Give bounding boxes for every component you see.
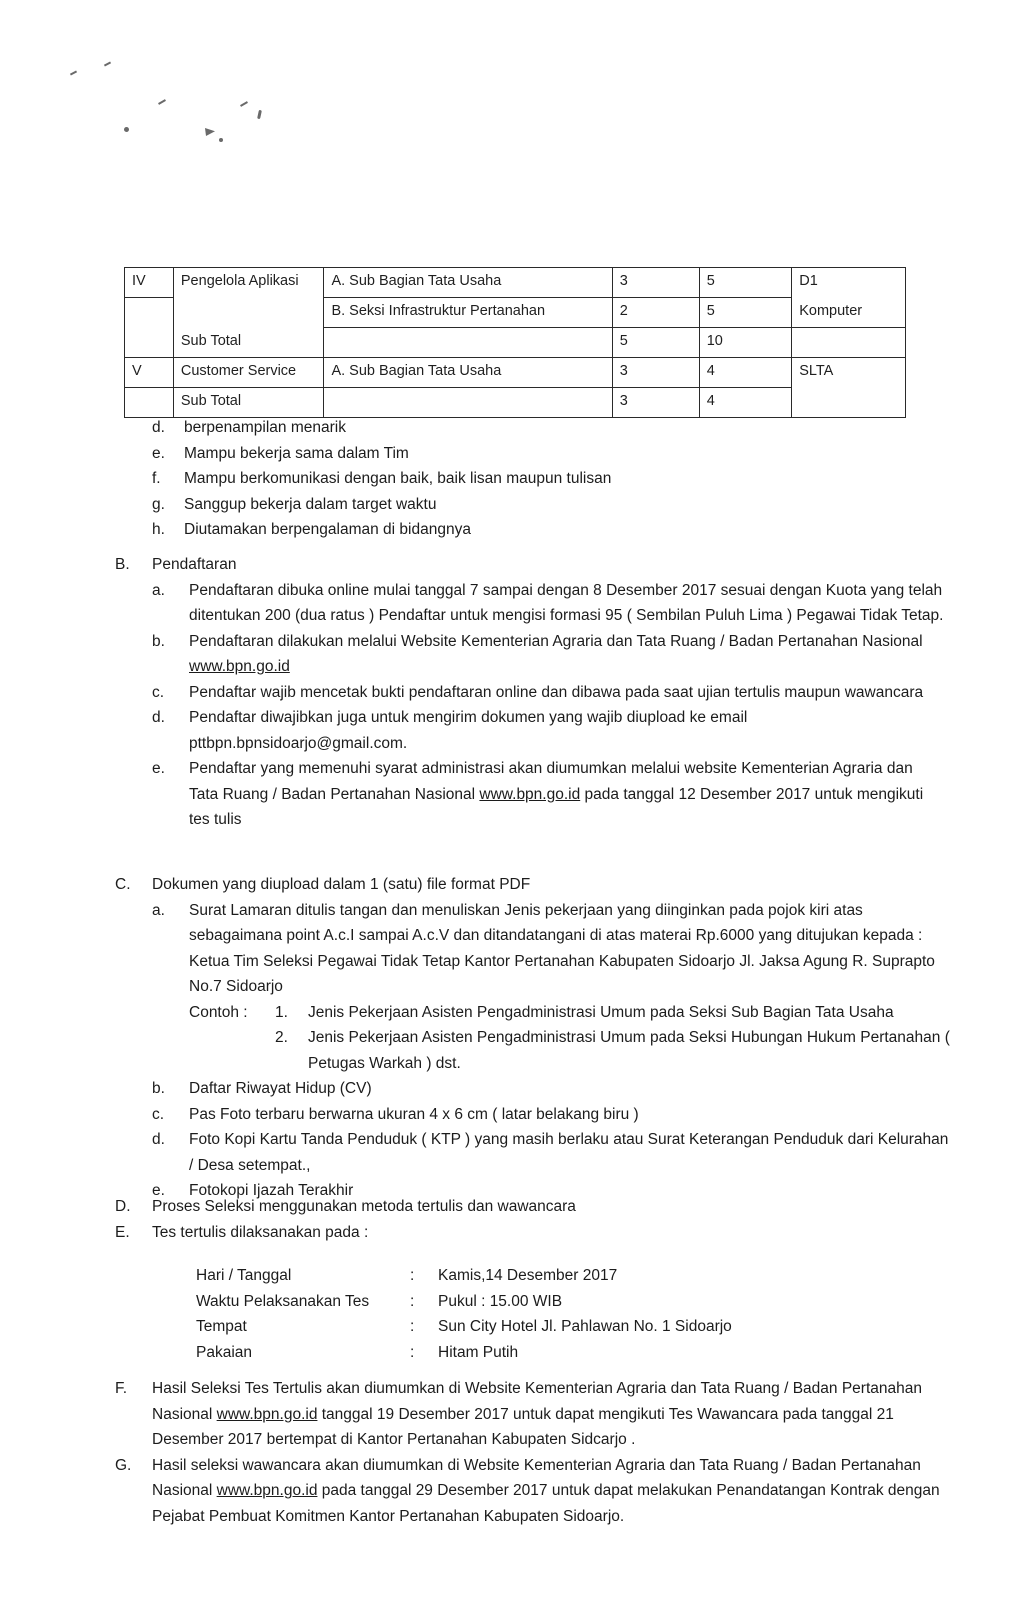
list-item (152, 1102, 955, 1128)
scan-artifact-mark (257, 110, 262, 119)
list-text: Daftar Riwayat Hidup (CV) (189, 1080, 372, 1097)
cell-number-2: 5 (699, 268, 792, 298)
cell-position: Customer Service (173, 358, 324, 388)
text-after: pada tanggal 29 Desember 2017 untuk dapat melakukan Penandatangan Kontrak dengan Pejabat Pembuat Komitmen Kantor Pertanahan Kabupaten Sidoarjo. (152, 1482, 940, 1525)
list-item (152, 578, 945, 629)
list-item (152, 492, 952, 518)
cell-roman: V (125, 358, 174, 388)
list-item (152, 705, 945, 756)
detail-separator: : (410, 1343, 415, 1361)
detail-row (196, 1340, 732, 1366)
text-before: Pendaftar yang memenuhi syarat administrasi akan diumumkan melalui website Kementerian Agraria dan Tata Ruang / Badan Pertanahan Nasional (189, 760, 913, 803)
criteria-list (152, 415, 952, 543)
detail-value: Hitam Putih (438, 1343, 519, 1361)
cell-number-2: 4 (699, 388, 792, 418)
detail-key: Waktu Pelaksanakan Tes (196, 1292, 370, 1310)
list-item (152, 629, 945, 680)
example-block (189, 1000, 955, 1077)
section-marker: E. (115, 1223, 130, 1241)
cell-position (173, 298, 324, 328)
list-marker: d. (152, 709, 165, 726)
section-d-heading (115, 1194, 945, 1220)
section-fg (115, 1376, 955, 1529)
cell-number-2: 5 (699, 298, 792, 328)
example-item (189, 1025, 955, 1076)
detail-value: Pukul : 15.00 WIB (438, 1292, 563, 1310)
detail-row (196, 1263, 732, 1289)
detail-key: Pakaian (196, 1343, 253, 1361)
cell-roman (125, 388, 174, 418)
detail-separator: : (410, 1318, 415, 1335)
cell-number-1: 2 (612, 298, 699, 328)
cell-number-1: 3 (612, 388, 699, 418)
section-title: Tes tertulis dilaksanakan pada : (152, 1223, 369, 1241)
detail-key: Tempat (196, 1318, 247, 1335)
cell-unit: A. Sub Bagian Tata Usaha (324, 268, 612, 298)
list-item (152, 441, 952, 467)
list-item (152, 466, 952, 492)
scan-artifact-mark (70, 70, 77, 75)
list-text: Pendaftar diwajibkan juga untuk mengirim dokumen yang wajib diupload ke email pttbpn.bpnsidoarjo@gmail.com. (189, 709, 748, 752)
section-marker: B. (115, 556, 130, 573)
detail-row (196, 1314, 732, 1340)
text-after: pada tanggal 12 Desember 2017 untuk mengikuti tes tulis (189, 785, 924, 828)
scan-artifact-mark (240, 101, 248, 107)
cell-education: D1 (792, 268, 906, 298)
list-marker: e. (152, 760, 165, 777)
section-c (115, 872, 955, 1204)
list-text: berpenampilan menarik (184, 419, 346, 436)
scan-artifact-mark (104, 61, 111, 66)
bpn-website-link[interactable]: www.bpn.go.id (216, 1405, 318, 1423)
list-text: Pendaftaran dibuka online mulai tanggal 7 sampai dengan 8 Desember 2017 sesuai dengan Kuota yang telah ditentukan 200 (dua ratus ) Pendaftar untuk mengisi formasi 95 ( Sembilan Puluh Lima ) Pegawai Tidak Tetap. (189, 581, 944, 624)
list-marker: b. (152, 1080, 165, 1097)
scan-artifact-mark (124, 127, 129, 132)
list-text (189, 629, 945, 680)
cell-number-1: 3 (612, 268, 699, 298)
table-row (125, 358, 906, 388)
cell-number-1: 3 (612, 358, 699, 388)
section-marker: G. (115, 1456, 132, 1474)
section-marker: F. (115, 1380, 128, 1397)
list-marker: e. (152, 1182, 165, 1199)
table-row (125, 298, 906, 328)
list-marker: e. (152, 444, 165, 462)
text-before: Hasil Seleksi Tes Tertulis akan diumumkan di Website Kementerian Agraria dan Tata Ruang / Badan Pertanahan Nasional (152, 1380, 922, 1423)
list-marker: f. (152, 470, 161, 487)
example-text: Jenis Pekerjaan Asisten Pengadministrasi Umum pada Seksi Hubungan Hukum Pertanahan ( Petugas Warkah ) dst. (308, 1029, 950, 1072)
list-text (189, 756, 945, 833)
section-text (152, 1453, 955, 1530)
list-marker: b. (152, 632, 165, 650)
cell-number-2: 10 (699, 328, 792, 358)
list-marker: d. (152, 419, 165, 436)
cell-roman (125, 328, 174, 358)
detail-row (196, 1289, 732, 1315)
cell-unit (324, 328, 612, 358)
section-marker: C. (115, 876, 131, 893)
cell-roman (125, 298, 174, 328)
text-before: Pendaftaran dilakukan melalui Website Kementerian Agraria dan Tata Ruang / Badan Pertanahan Nasional (189, 632, 923, 650)
cell-position: Sub Total (173, 328, 324, 358)
list-text: Fotokopi Ijazah Terakhir (189, 1182, 354, 1199)
cell-education (792, 388, 906, 418)
detail-separator: : (410, 1292, 415, 1310)
example-label: Contoh : (189, 1003, 248, 1021)
list-text: Mampu bekerja sama dalam Tim (184, 444, 409, 462)
list-text: Mampu berkomunikasi dengan baik, baik lisan maupun tulisan (184, 470, 612, 487)
section-b-heading (115, 552, 945, 578)
section-title: Dokumen yang diupload dalam 1 (satu) file format PDF (152, 876, 531, 893)
cell-education: Komputer (792, 298, 906, 328)
table-row (125, 268, 906, 298)
text-after: tanggal 19 Desember 2017 untuk dapat mengikuti Tes Wawancara pada tanggal 21 Desember 2017 bertempat di Kantor Pertanahan Kabupaten Sidcarjo . (152, 1405, 894, 1448)
list-item (152, 680, 945, 706)
exam-details-table (196, 1263, 732, 1365)
bpn-website-link[interactable]: www.bpn.go.id (189, 658, 290, 675)
detail-separator: : (410, 1267, 415, 1284)
cell-education: SLTA (792, 358, 906, 388)
example-marker: 1. (275, 1003, 288, 1021)
list-text: Surat Lamaran ditulis tangan dan menuliskan Jenis pekerjaan yang diinginkan pada pojok kiri atas sebagaimana point A.c.I sampai A.c.V dan ditandatangani di atas materai Rp.6000 yang ditujukan kepada : Ketua Tim Seleksi Pegawai Tidak Tetap Kantor Pertanahan Kabupaten Sidoarjo Jl. Jaksa Agung R. Suprapto No.7 Sidoarjo (189, 901, 935, 995)
section-marker: D. (115, 1198, 131, 1215)
list-item (152, 756, 945, 833)
section-title: Proses Seleksi menggunakan metoda tertulis dan wawancara (152, 1198, 576, 1215)
example-item (189, 1000, 955, 1026)
list-marker: a. (152, 581, 165, 599)
list-text: Pas Foto terbaru berwarna ukuran 4 x 6 cm ( latar belakang biru ) (189, 1105, 639, 1123)
list-marker: h. (152, 521, 165, 538)
list-marker: a. (152, 901, 165, 919)
example-text: Jenis Pekerjaan Asisten Pengadministrasi Umum pada Seksi Sub Bagian Tata Usaha (308, 1003, 894, 1021)
scan-artifact-mark (219, 138, 223, 142)
list-marker: g. (152, 495, 165, 513)
cell-number-2: 4 (699, 358, 792, 388)
example-marker: 2. (275, 1029, 288, 1046)
list-item (152, 517, 952, 543)
cell-position: Sub Total (173, 388, 324, 418)
section-f (115, 1376, 955, 1453)
detail-value: Sun City Hotel Jl. Pahlawan No. 1 Sidoarjo (438, 1318, 732, 1335)
table-row (125, 388, 906, 418)
section-e-heading (115, 1220, 945, 1246)
cell-unit (324, 388, 612, 418)
cell-unit: B. Seksi Infrastruktur Pertanahan (324, 298, 612, 328)
detail-key: Hari / Tanggal (196, 1267, 292, 1284)
section-c-heading (115, 872, 955, 898)
list-marker: c. (152, 1105, 165, 1123)
list-text: Diutamakan berpengalaman di bidangnya (184, 521, 471, 538)
section-text (152, 1376, 955, 1453)
list-text: Foto Kopi Kartu Tanda Penduduk ( KTP ) yang masih berlaku atau Surat Keterangan Penduduk dari Kelurahan / Desa setempat., (189, 1131, 949, 1174)
formation-table (124, 267, 906, 418)
scan-artifact-mark (158, 99, 166, 105)
list-item (152, 1127, 955, 1178)
section-g (115, 1453, 955, 1530)
formation-table-wrapper (124, 267, 906, 418)
table-row (125, 328, 906, 358)
bpn-website-link[interactable]: www.bpn.go.id (216, 1482, 318, 1499)
section-title: Pendaftaran (152, 556, 237, 573)
section-de (115, 1194, 945, 1245)
list-item (152, 1076, 955, 1102)
cell-number-1: 5 (612, 328, 699, 358)
cell-position: Pengelola Aplikasi (173, 268, 324, 298)
list-item (152, 898, 955, 1000)
detail-value: Kamis,14 Desember 2017 (438, 1267, 618, 1284)
list-text: Sanggup bekerja dalam target waktu (184, 495, 437, 513)
list-item (152, 415, 952, 441)
list-marker: d. (152, 1131, 165, 1148)
cell-education (792, 328, 906, 358)
list-marker: c. (152, 683, 165, 701)
section-b (115, 552, 945, 833)
cell-roman: IV (125, 268, 174, 298)
cell-unit: A. Sub Bagian Tata Usaha (324, 358, 612, 388)
text-before: Hasil seleksi wawancara akan diumumkan di Website Kementerian Agraria dan Tata Ruang / Badan Pertanahan Nasional (152, 1456, 921, 1499)
list-text: Pendaftar wajib mencetak bukti pendaftaran online dan dibawa pada saat ujian tertulis maupun wawancara (189, 683, 924, 701)
bpn-website-link[interactable]: www.bpn.go.id (479, 785, 581, 803)
scan-artifact-mark (205, 128, 215, 136)
